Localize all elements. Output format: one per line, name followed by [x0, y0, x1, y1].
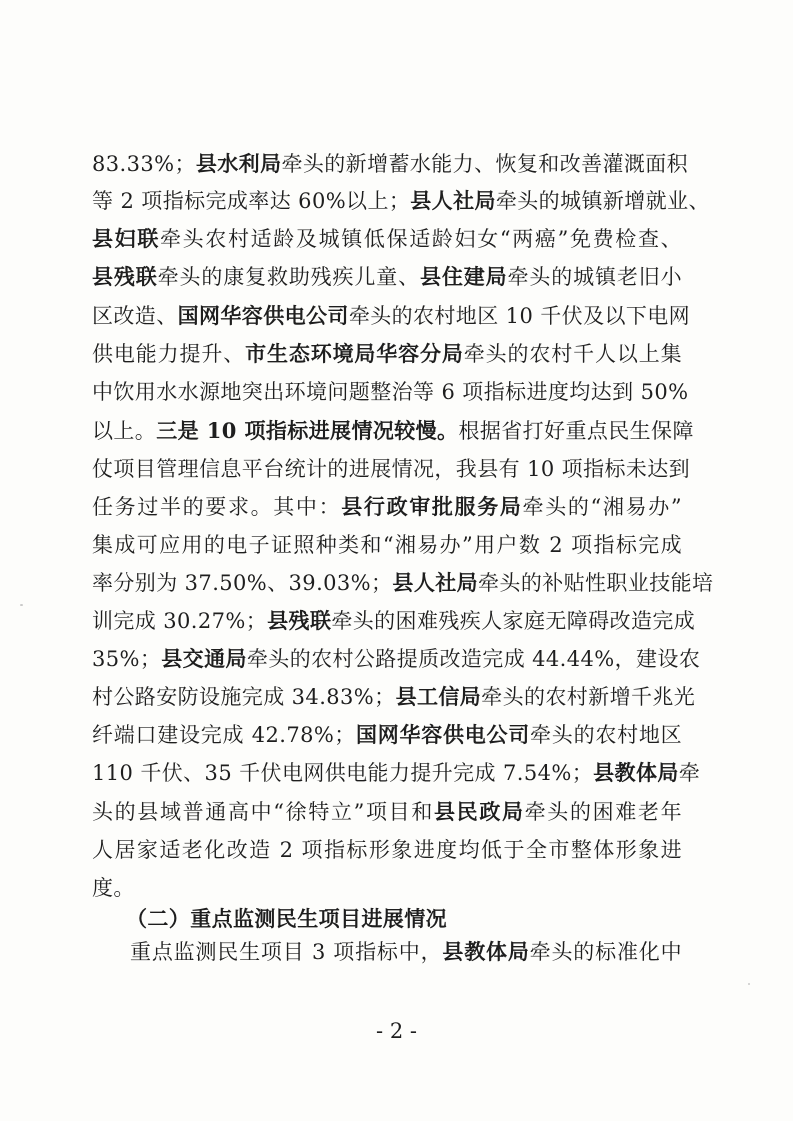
paragraph-line — [92, 377, 689, 407]
text-run: 中饮用水水源地突出环境问题整治等 6 项指标进度均达到 50% — [92, 380, 689, 404]
text-run: 度。 — [92, 876, 135, 900]
paragraph-line — [92, 416, 694, 446]
bold-agency-name: 县行政审批服务局 — [341, 494, 523, 519]
bold-agency-name: 县交通局 — [161, 646, 247, 671]
paragraph-line — [92, 262, 682, 292]
paragraph-line — [92, 149, 689, 179]
page-number: - 2 - — [376, 1019, 417, 1043]
bold-agency-name: 县教体局 — [593, 760, 679, 785]
bold-agency-name: 县水利局 — [195, 151, 282, 176]
paragraph-line — [92, 301, 691, 331]
text-run: 牵头的农村公路提质改造完成 44.44%，建设农 — [246, 647, 701, 671]
section-heading: （二）重点监测民生项目进展情况 — [126, 906, 447, 931]
paragraph-line — [92, 720, 682, 750]
paragraph-line — [92, 530, 682, 560]
text-run: 牵头的农村地区 — [530, 723, 682, 747]
bold-agency-name: 县人社局 — [392, 570, 479, 595]
bold-agency-name: 县人社局 — [410, 188, 496, 213]
text-run: 纤端口建设完成 42.78%； — [92, 723, 356, 747]
bold-agency-name: 国网华容供电公司 — [177, 303, 349, 328]
text-run: 头的县域普通高中“徐特立”项目和 — [92, 800, 434, 824]
scan-speck — [748, 983, 750, 985]
text-run: 83.33%； — [92, 152, 196, 176]
text-run: 任务过半的要求。其中： — [92, 495, 342, 519]
text-run: 训完成 30.27%； — [92, 609, 268, 633]
text-run: 集成可应用的电子证照种类和“湘易办”用户数 2 项指标完成 — [92, 533, 682, 557]
paragraph-line — [92, 758, 701, 788]
text-run: 牵头的“湘易办” — [522, 495, 683, 519]
text-run: 牵头的标准化中 — [529, 940, 682, 964]
text-run: 牵头的困难老年 — [524, 800, 682, 824]
text-run: 牵头的新增蓄水能力、恢复和改善灌溉面积 — [281, 152, 689, 176]
text-run: 牵头的康复救助残疾儿童、 — [157, 265, 421, 289]
paragraph-line — [92, 873, 682, 903]
paragraph-line — [92, 644, 701, 674]
bold-agency-name: 市生态环境局华容分局 — [245, 341, 464, 366]
paragraph-line — [92, 606, 696, 636]
paragraph-line — [92, 797, 682, 827]
text-run: 牵头的城镇老旧小 — [507, 265, 682, 289]
paragraph-line — [92, 224, 682, 254]
text-run: 村公路安防设施完成 34.83%； — [92, 685, 396, 709]
bold-agency-name: 国网华容供电公司 — [355, 722, 531, 747]
paragraph-line — [92, 835, 682, 865]
text-run: 供电能力提升、 — [92, 342, 246, 366]
bold-agency-name: 县住建局 — [420, 264, 508, 289]
bold-agency-name: 县教体局 — [442, 939, 530, 964]
paragraph-line — [92, 492, 682, 522]
bold-agency-name: 县妇联 — [92, 226, 160, 251]
bold-agency-name: 三是 10 项指标进展情况较慢。 — [156, 418, 459, 443]
text-run: 牵头的农村地区 10 千伏及以下电网 — [348, 304, 691, 328]
text-run: 以上。 — [92, 419, 157, 443]
paragraph-line — [92, 186, 710, 216]
text-run: 根据省打好重点民生保障 — [458, 419, 694, 443]
text-run: 牵头的补贴性职业技能培 — [478, 571, 714, 595]
text-run: 牵头的农村新增千兆光 — [481, 685, 696, 709]
text-run: 率分别为 37.50%、39.03%； — [92, 571, 393, 595]
paragraph-line — [92, 568, 714, 598]
paragraph-line — [130, 937, 682, 967]
text-run: 牵头的困难残疾人家庭无障碍改造完成 — [331, 609, 696, 633]
text-run: 等 2 项指标完成率达 60%以上； — [92, 189, 411, 213]
text-run: 重点监测民生项目 3 项指标中， — [130, 940, 443, 964]
text-run: 牵头农村适龄及城镇低保适龄妇女“两癌”免费检查、 — [159, 227, 682, 251]
bold-agency-name: 县民政局 — [434, 799, 525, 824]
text-run: 牵 — [678, 761, 701, 785]
bold-agency-name: 县残联 — [92, 264, 158, 289]
text-run: 区改造、 — [92, 304, 178, 328]
text-run: 110 千伏、35 千伏电网供电能力提升完成 7.54%； — [92, 761, 594, 785]
text-run: 牵头的农村千人以上集 — [463, 342, 682, 366]
scan-speck — [20, 604, 23, 606]
bold-agency-name: 县工信局 — [395, 684, 482, 709]
bold-agency-name: 县残联 — [267, 608, 332, 633]
text-run: 35%； — [92, 647, 162, 671]
text-run: 牵头的城镇新增就业、 — [495, 189, 710, 213]
text-run: 仗项目管理信息平台统计的进展情况，我县有 10 项指标未达到 — [92, 457, 691, 481]
paragraph-line — [92, 339, 682, 369]
paragraph-line — [92, 454, 691, 484]
paragraph-line — [92, 682, 696, 712]
text-run: 人居家适老化改造 2 项指标形象进度均低于全市整体形象进 — [92, 838, 682, 862]
